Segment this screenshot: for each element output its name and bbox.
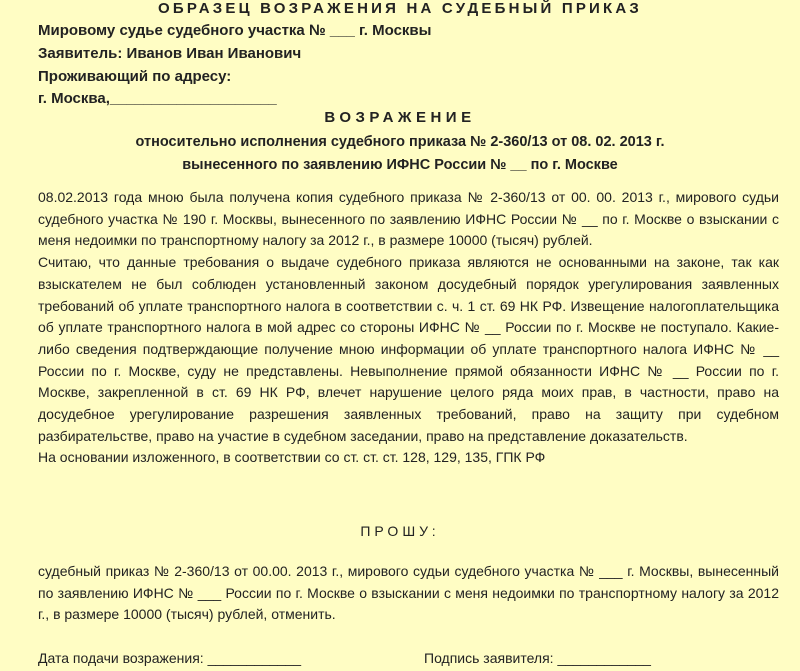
objection-subheading-line2: вынесенного по заявлению ИФНС России № __ по г. Москве xyxy=(182,157,618,173)
address-label-line: Проживающий по адресу: xyxy=(38,68,232,85)
addressee-line: Мировому судье судебного участка № ___ г. Москвы xyxy=(38,22,432,39)
submission-date-line: Дата подачи возражения: ____________ xyxy=(38,650,301,666)
paragraph-legal-basis: На основании изложенного, в соответствии со ст. ст. ст. 128, 129, 135, ГПК РФ xyxy=(38,449,546,466)
objection-body xyxy=(38,187,779,469)
objection-heading: ВОЗРАЖЕНИЕ xyxy=(324,109,476,126)
document-title: ОБРАЗЕЦ ВОЗРАЖЕНИЯ НА СУДЕБНЫЙ ПРИКАЗ xyxy=(158,0,642,17)
request-paragraph: судебный приказ № 2-360/13 от 00.00. 2013 г., мирового судьи судебного участка № ___ г. Москвы, вынесенный по заявлению ИФНС № ___ России по г. Москве о взыскании с меня недоимки по транспортному налогу за 2012 г., в размере 10000 (тысяч) рублей, отменить. xyxy=(38,563,779,623)
address-value-line: г. Москва,____________________ xyxy=(38,90,277,107)
paragraph-receipt: 08.02.2013 года мною была получена копия судебного приказа № 2-360/13 от 00. 00. 2013 г., мирового судьи судебного участка № 190 г. Москвы, вынесенного по заявлению ИФНС России № __ по г. Москве о взыскании с меня недоимки по транспортному налогу за 2012 г., в размере 10000 (тысяч) рублей. xyxy=(38,189,779,249)
applicant-signature-line: Подпись заявителя: ____________ xyxy=(424,650,651,666)
paragraph-argument: Считаю, что данные требования о выдаче судебного приказа являются не основанными на законе, так как взыскателем не был соблюден установленный законом досудебный порядок урегулирования заявленных требований об уплате транспортного налога в соответствии с. ч. 1 ст. 69 НК РФ. Извещение налогоплательщика об уплате транспортного налога в мой адрес со стороны ИФНС № __ России по г. Москве не поступало. Какие-либо сведения подтверждающие получение мною информации об уплате транспортного налога ИФНС № __ России по г. Москве, суду не представлены. Невыполнение прямой обязанности ИФНС № __ России по г. Москве, закрепленной в ст. 69 НК РФ, влечет нарушение целого ряда моих прав, в частности, право на досудебное урегулирование разрешения заявленных требований, право на защиту при судебном разбирательстве, право на участие в судебном заседании, право на представление доказательств. xyxy=(38,254,779,444)
objection-subheading-line1: относительно исполнения судебного приказа № 2-360/13 от 08. 02. 2013 г. xyxy=(135,134,665,150)
applicant-line: Заявитель: Иванов Иван Иванович xyxy=(38,45,302,62)
request-heading: ПРОШУ: xyxy=(360,523,440,539)
request-body xyxy=(38,561,779,626)
